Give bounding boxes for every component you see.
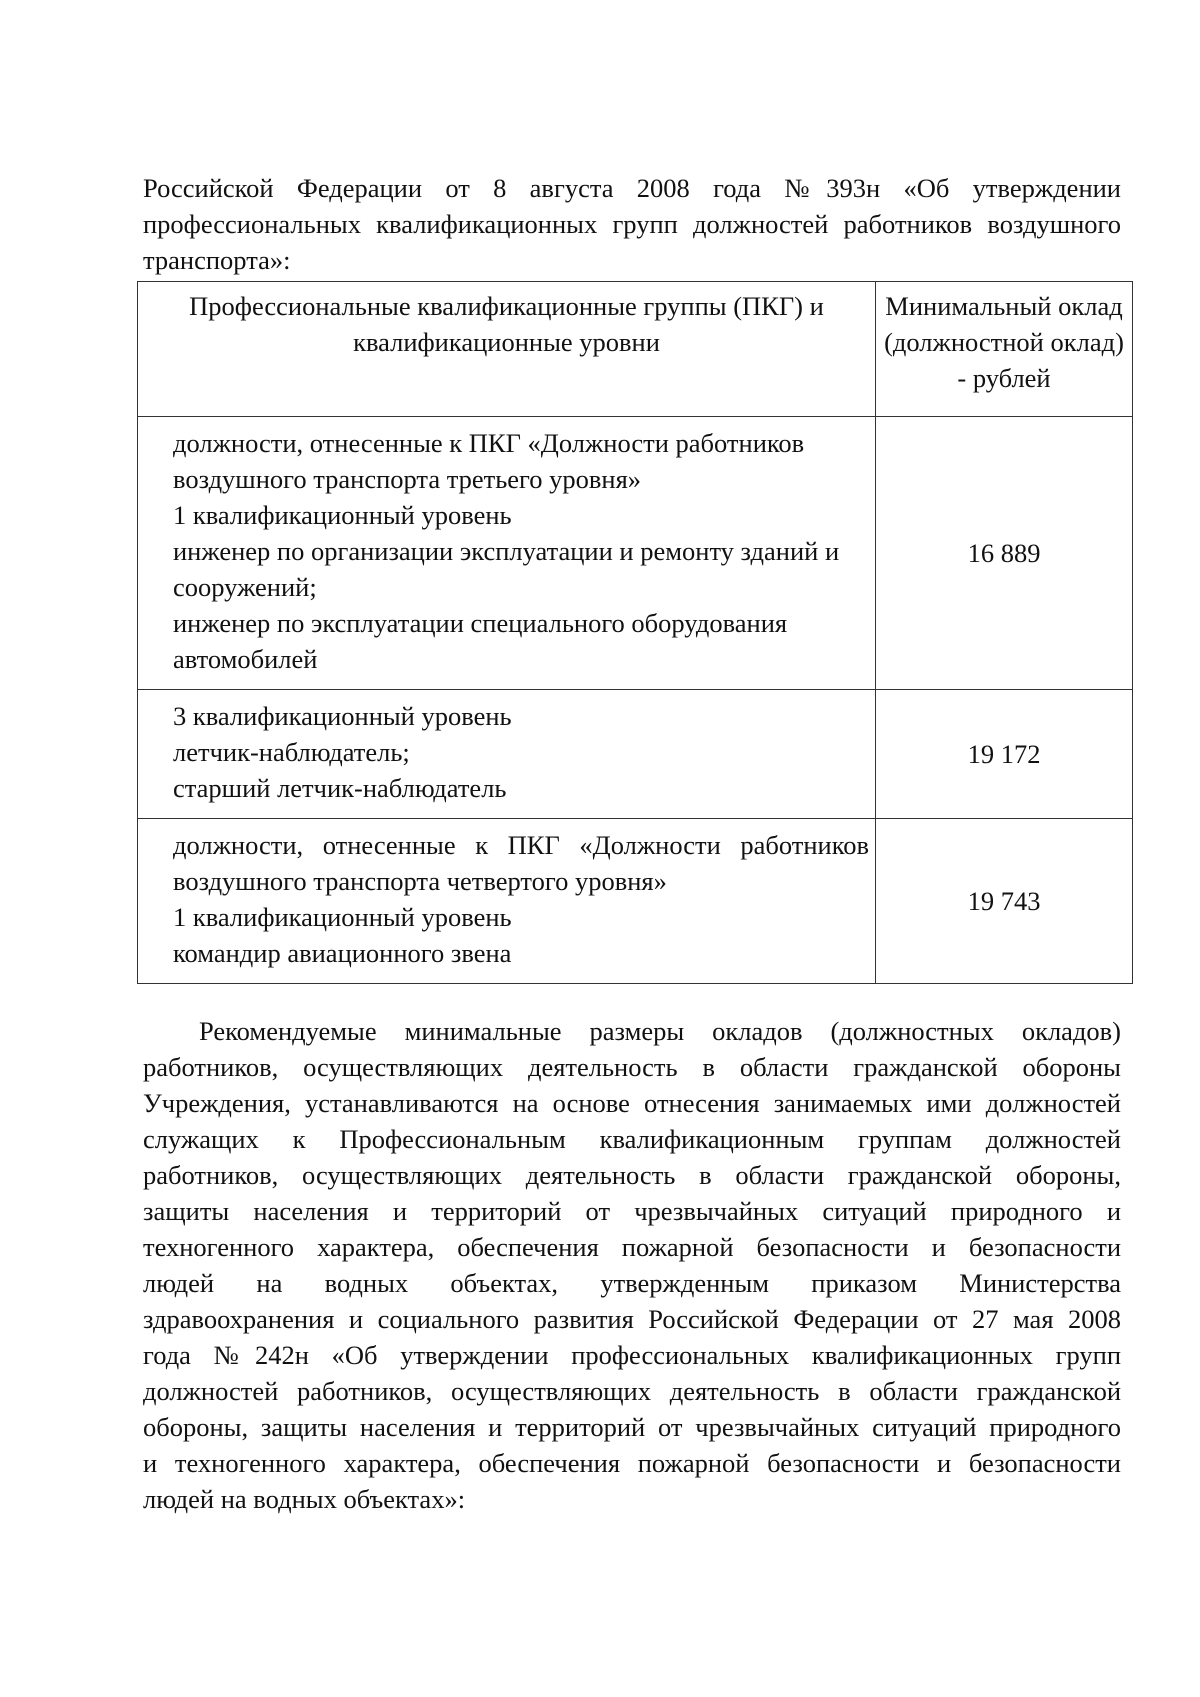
- header-pkg-groups: [138, 282, 876, 417]
- body-paragraph: [143, 1013, 1121, 1517]
- header-line: Профессиональные квалификационные группы (ПКГ) и: [189, 291, 824, 321]
- paragraph-line: года №242н «Об утверждении профессиональных квалификационных групп: [143, 1340, 1121, 1370]
- position-line: 1 квалификационный уровень: [173, 902, 512, 932]
- paragraph-line: здравоохранения и социального развития Российской Федерации от 27 мая 2008: [143, 1304, 1121, 1334]
- position-line: инженер по эксплуатации специального оборудования: [173, 608, 788, 638]
- position-line: 3 квалификационный уровень: [173, 701, 512, 731]
- position-line: сооружений;: [173, 572, 317, 602]
- paragraph-line: людей на водных объектах»:: [143, 1484, 466, 1514]
- position-cell: [138, 690, 876, 819]
- table-row: [138, 417, 1133, 690]
- paragraph-line: должностей работников, осуществляющих деятельность в области гражданской: [143, 1376, 1121, 1406]
- salary-table: [137, 281, 1133, 984]
- position-line: 1 квалификационный уровень: [173, 500, 512, 530]
- paragraph-line: защиты населения и территорий от чрезвычайных ситуаций природного и: [143, 1196, 1121, 1226]
- position-line: должности, отнесенные к ПКГ «Должности работников: [173, 830, 869, 860]
- table-row: [138, 690, 1133, 819]
- position-line: автомобилей: [173, 644, 318, 674]
- position-line: летчик-наблюдатель;: [173, 737, 410, 767]
- position-line: воздушного транспорта четвертого уровня»: [173, 866, 667, 896]
- header-line: - рублей: [957, 363, 1051, 393]
- intro-line: профессиональных квалификационных групп должностей работников воздушного: [143, 209, 1121, 239]
- paragraph-line: Рекомендуемые минимальные размеры окладов (должностных окладов): [199, 1016, 1121, 1046]
- paragraph-line: работников, осуществляющих деятельность в области гражданской обороны: [143, 1052, 1121, 1082]
- paragraph-line: техногенного характера, обеспечения пожарной безопасности и безопасности: [143, 1232, 1121, 1262]
- intro-line: Российской Федерации от 8 августа 2008 года №393н «Об утверждении: [143, 173, 1121, 203]
- salary-value: 16 889: [876, 417, 1133, 690]
- intro-paragraph: [143, 170, 1121, 278]
- position-cell: [138, 417, 876, 690]
- paragraph-line: служащих к Профессиональным квалификационным группам должностей: [143, 1124, 1121, 1154]
- position-line: должности, отнесенные к ПКГ «Должности работников: [173, 428, 805, 458]
- position-line: старший летчик-наблюдатель: [173, 773, 507, 803]
- paragraph-line: Учреждения, устанавливаются на основе отнесения занимаемых ими должностей: [143, 1088, 1121, 1118]
- position-cell: [138, 819, 876, 984]
- position-line: воздушного транспорта третьего уровня»: [173, 464, 642, 494]
- paragraph-line: работников, осуществляющих деятельность в области гражданской обороны,: [143, 1160, 1121, 1190]
- header-line: квалификационные уровни: [353, 327, 660, 357]
- salary-value: 19 743: [876, 819, 1133, 984]
- paragraph-line: и техногенного характера, обеспечения пожарной безопасности и безопасности: [143, 1448, 1121, 1478]
- header-line: Минимальный оклад: [885, 291, 1123, 321]
- table-header-row: [138, 282, 1133, 417]
- paragraph-line: людей на водных объектах, утвержденным приказом Министерства: [143, 1268, 1121, 1298]
- intro-line: транспорта»:: [143, 245, 291, 275]
- position-line: инженер по организации эксплуатации и ремонту зданий и: [173, 536, 840, 566]
- header-min-salary: [876, 282, 1133, 417]
- position-line: командир авиационного звена: [173, 938, 512, 968]
- table-row: [138, 819, 1133, 984]
- paragraph-line: обороны, защиты населения и территорий от чрезвычайных ситуаций природного: [143, 1412, 1121, 1442]
- header-line: (должностной оклад): [884, 327, 1124, 357]
- salary-value: 19 172: [876, 690, 1133, 819]
